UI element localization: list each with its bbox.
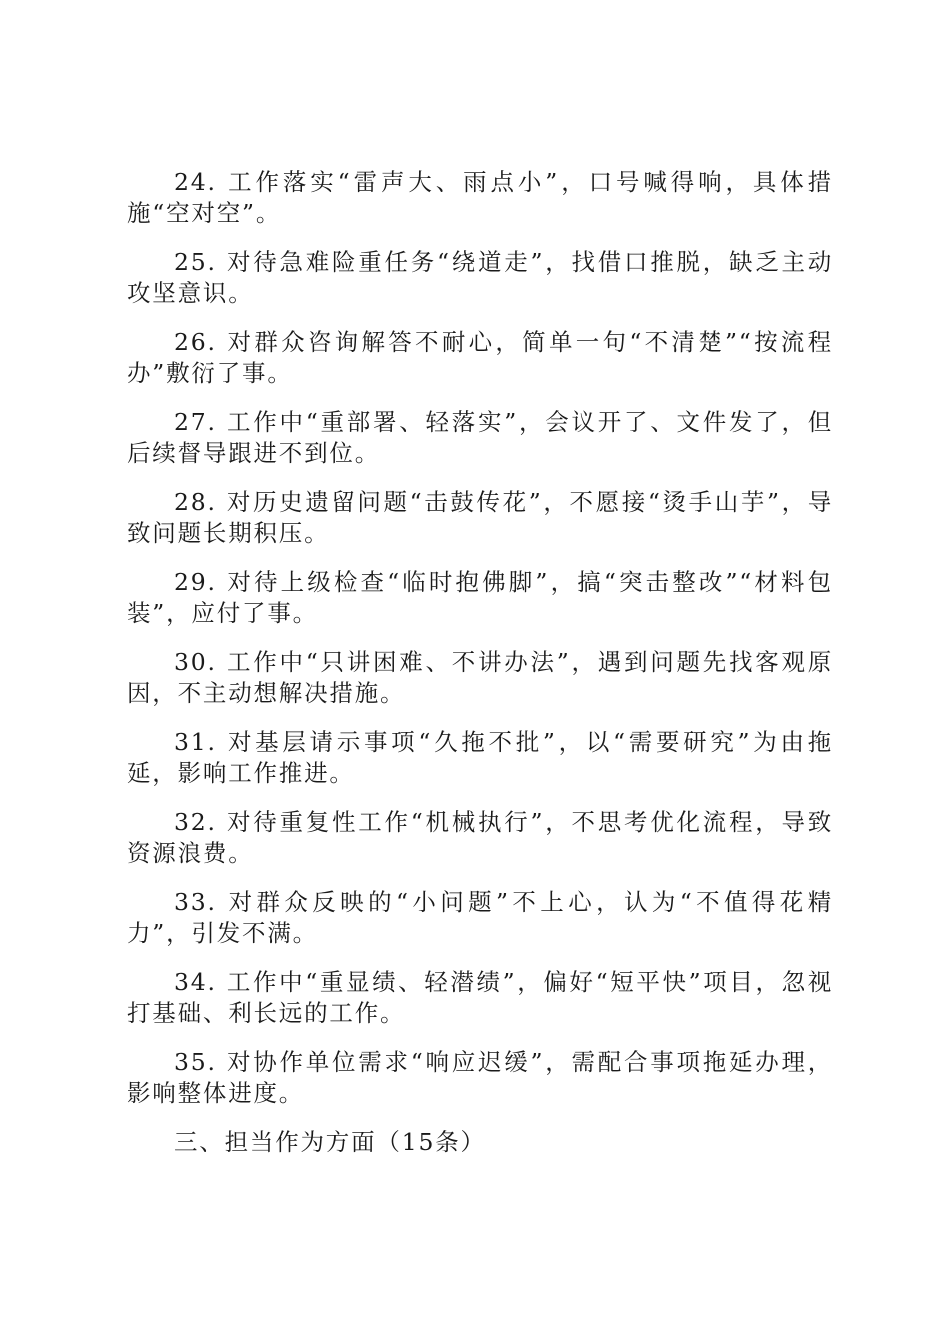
list-item-33: 33. 对群众反映的“小问题”不上心，认为“不值得花精力”，引发不满。 <box>127 888 833 947</box>
list-item-29: 29. 对待上级检查“临时抱佛脚”，搞“突击整改”“材料包装”，应付了事。 <box>127 568 833 627</box>
list-item-24: 24. 工作落实“雷声大、雨点小”，口号喊得响，具体措施“空对空”。 <box>127 168 833 227</box>
list-item-34: 34. 工作中“重显绩、轻潜绩”，偏好“短平快”项目，忽视打基础、利长远的工作。 <box>127 968 833 1027</box>
list-item-26: 26. 对群众咨询解答不耐心，简单一句“不清楚”“按流程办”敷衍了事。 <box>127 328 833 387</box>
list-item-30: 30. 工作中“只讲困难、不讲办法”，遇到问题先找客观原因，不主动想解决措施。 <box>127 648 833 707</box>
document-body <box>127 167 833 1176</box>
list-item-31: 31. 对基层请示事项“久拖不批”，以“需要研究”为由拖延，影响工作推进。 <box>127 728 833 787</box>
list-item-32: 32. 对待重复性工作“机械执行”，不思考优化流程，导致资源浪费。 <box>127 808 833 867</box>
list-item-25: 25. 对待急难险重任务“绕道走”，找借口推脱，缺乏主动攻坚意识。 <box>127 248 833 307</box>
list-item-27: 27. 工作中“重部署、轻落实”，会议开了、文件发了，但后续督导跟进不到位。 <box>127 408 833 467</box>
list-item-35: 35. 对协作单位需求“响应迟缓”，需配合事项拖延办理，影响整体进度。 <box>127 1048 833 1107</box>
section-heading: 三、担当作为方面（15条） <box>174 1128 486 1156</box>
list-item-28: 28. 对历史遗留问题“击鼓传花”，不愿接“烫手山芋”，导致问题长期积压。 <box>127 488 833 547</box>
